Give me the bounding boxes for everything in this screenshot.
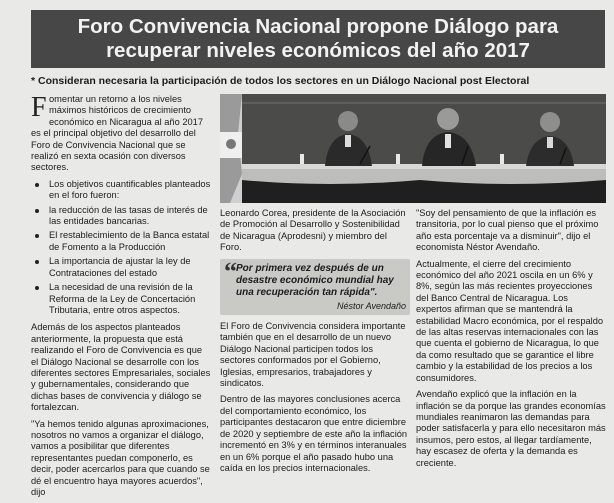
list-item: Los objetivos cuantificables planteados en el foro fueron: xyxy=(31,179,211,202)
body-paragraph: Además de los aspectos planteados anteriormente, la propuesta que está realizando el Foro de Convivencia es que el Diálogo Nacional se desarrolle con los diferentes sectores Empresariales, sociales y gubernamentales, considerando que dichas bases de convivencia y diálogo se fortalezcan. xyxy=(31,322,211,413)
pull-quote-author: Néstor Avendaño xyxy=(336,300,406,311)
intro-paragraph xyxy=(31,94,211,174)
subheadline: * Consideran necesaria la participación de todos los sectores en un Diálogo Nacional post Electoral xyxy=(31,75,530,87)
intro-text: omentar un retorno a los niveles máximos históricos de crecimiento económico en Nicaragua al año 2017 es el principal objetivo del desarrollo del Foro de Convivencia Nacional que se realizó en sexta ocasión con diversos sectores. xyxy=(31,94,204,173)
list-item: La importancia de ajustar la ley de Contrataciones del estado xyxy=(31,256,211,279)
list-item: La necesidad de una revisión de la Reforma de la Ley de Concertación Tributaria, entre otros aspectos. xyxy=(31,282,211,316)
body-paragraph: Actualmente, el cierre del crecimiento económico del año 2021 oscila en un 6% y 8%, según las más recientes proyecciones del Banco Central de Nicaragua. Los expertos afirman que se mantendrá la estabilidad Macro económica, por el respaldo de las altas reservas internacionales con las que cuenta el gobierno de Nicaragua, lo que da como resultado que se garantice el libre cambio y la estabilidad de los precios a los consumidores. xyxy=(416,258,604,383)
forum-photo xyxy=(220,94,606,203)
body-paragraph: Avendaño explicó que la inflación en la inflación se da porque las grandes economías mundiales reanimaron las demandas para poder satisfacerla y para ello necesitaron más insumos, pero estos, al llegar tardíamente, hay escasez de oferta y la demanda es creciente. xyxy=(416,389,606,468)
headline-line-2: recuperar niveles económicos del año 2017 xyxy=(106,39,530,62)
body-paragraph: El Foro de Convivencia considera importante también que en el desarrollo de un nuevo Diálogo Nacional participen todos los sectores conformados por el Gobierno, Iglesias, empresarios, trabajadores y sindicatos. xyxy=(220,321,406,389)
list-item: El restablecimiento de la Banca estatal de Fomento a la Producción xyxy=(31,230,211,253)
headline-line-1: Foro Convivencia Nacional propone Diálogo para xyxy=(77,15,559,38)
column-2 xyxy=(220,208,410,479)
body-paragraph: "Soy del pensamiento de que la inflación es transitoria, por lo cual pienso que el próximo año esta porcentaje va a disminuir", dijo el economista Néstor Avendaño. xyxy=(416,208,599,253)
forum-photo-illustration xyxy=(220,94,606,203)
body-paragraph: Dentro de las mayores conclusiones acerca del comportamiento económico, los participantes destacaron que entre diciembre de 2020 y septiembre de este año la inflación incrementó en 3% y en términos interanuales en un 6% porque el año pasado hubo una caída en los precios internacionales. xyxy=(220,394,408,473)
list-item: la reducción de las tasas de interés de las entidades bancarias. xyxy=(31,205,211,228)
quote-mark-icon: “ xyxy=(224,256,237,286)
body-paragraph: "Ya hemos tenido algunas aproximaciones, nosotros no vamos a organizar el diálogo, vamos a posibilitar que diferentes representantes puedan componerlo, es decir, poder acercarlos para que cuando se dé el encuentro haya mayores acuerdos", dijo xyxy=(31,418,210,497)
headline xyxy=(31,10,605,68)
objectives-list xyxy=(31,179,211,316)
pull-quote-text: Por primera vez después de un desastre económico mundial hay una recuperación tan rápida". xyxy=(236,262,394,298)
pull-quote xyxy=(220,256,410,315)
drop-cap: F xyxy=(31,92,47,123)
photo-caption: Leonardo Corea, presidente de la Asociación de Promoción al Desarrollo y Sostenibilidad de Nicaragua (Aprodesni) y miembro del Foro. xyxy=(220,208,406,253)
column-1 xyxy=(31,94,211,503)
column-3 xyxy=(416,208,606,474)
